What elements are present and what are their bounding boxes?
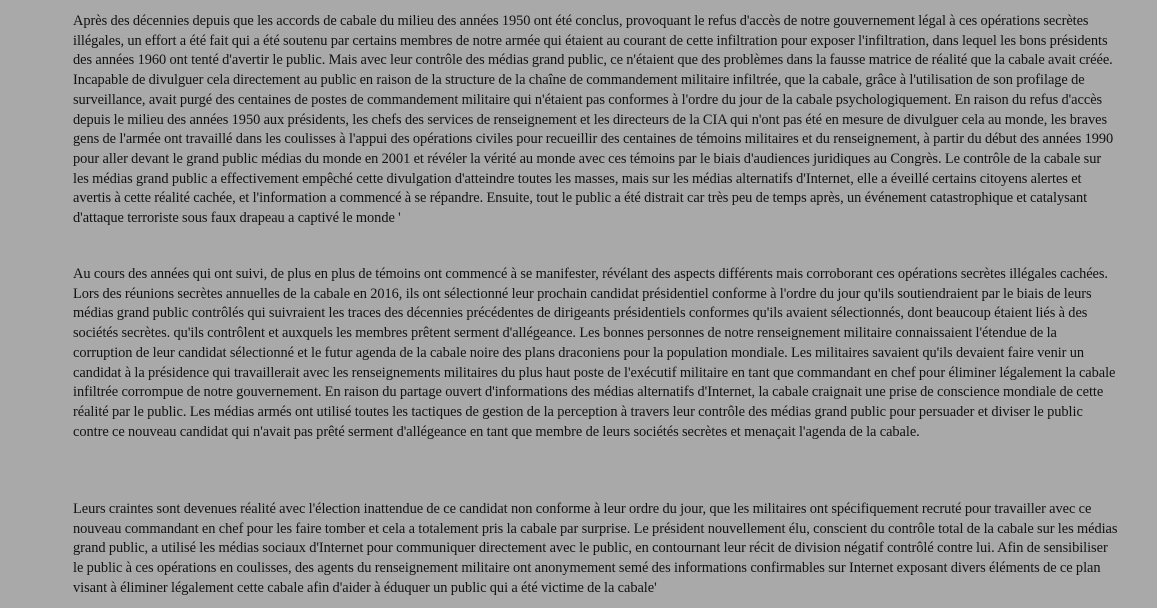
paragraph-2: Au cours des années qui ont suivi, de plus en plus de témoins ont commencé à se manifester, révélant des aspects différents mais corroborant ces opérations secrètes illégales cachées. Lors des réunions secrètes annuelles de la cabale en 2016, ils ont sélectionné leur prochain candidat présidentiel conforme à l'ordre du jour qu'ils soutiendraient par le biais de leurs médias grand public contrôlés qui suivraient les traces des décennies précédentes de dirigeants présidentiels conformes qu'ils avaient sélectionnés, dont beaucoup étaient liés à des sociétés secrètes. qu'ils contrôlent et auxquels les membres prêtent serment d'allégeance. Les bonnes personnes de notre renseignement militaire connaissaient l'étendue de la corruption de leur candidat sélectionné et le futur agenda de la cabale noire des plans draconiens pour la population mondiale. Les militaires savaient qu'ils devaient faire venir un candidat à la présidence qui travaillerait avec les renseignements militaires du plus haut poste de l'exécutif militaire en tant que commandant en chef pour éliminer légalement la cabale infiltrée corrompue de notre gouvernement. En raison du partage ouvert d'informations des médias alternatifs d'Internet, la cabale craignait une prise de conscience mondiale de cette réalité par le public. Les médias armés ont utilisé toutes les tactiques de gestion de la perception à travers leur contrôle des médias grand public pour persuader et diviser le public contre ce nouveau candidat qui n'avait pas prêté serment d'allégeance en tant que membre de leurs sociétés secrètes et menaçait l'agenda de la cabale. [73, 266, 1116, 440]
paragraph-1: Après des décennies depuis que les accords de cabale du milieu des années 1950 ont été conclus, provoquant le refus d'accès de notre gouvernement légal à ces opérations secrètes illégales, un effort a été fait qui a été soutenu par certains membres de notre armée qui étaient au courant de cette infiltration pour exposer l'infiltration, dans lequel les bons présidents des années 1960 ont tenté d'avertir le public. Mais avec leur contrôle des médias grand public, ce n'étaient que des problèmes dans la fausse matrice de réalité que la cabale avait créée. Incapable de divulguer cela directement au public en raison de la structure de la chaîne de commandement militaire infiltrée, que la cabale, grâce à l'utilisation de son profilage de surveillance, avait purgé des centaines de postes de commandement militaire qui n'étaient pas conformes à l'ordre du jour de la cabale psychologiquement. En raison du refus d'accès depuis le milieu des années 1950 aux présidents, les chefs des services de renseignement et les directeurs de la CIA qui n'ont pas été en mesure de divulguer cela au monde, les braves gens de l'armée ont travaillé dans les coulisses à l'appui des opérations civiles pour recueillir des centaines de témoins militaires et du renseignement, à partir du début des années 1990 pour aller devant le grand public médias du monde en 2001 et révéler la vérité au monde avec ces témoins par le biais d'audiences juridiques au Congrès. Le contrôle de la cabale sur les médias grand public a effectivement empêché cette divulgation d'atteindre toutes les masses, mais sur les médias alternatifs d'Internet, elle a éveillé certains citoyens alertes et avertis à cette réalité cachée, et l'information a commencé à se répandre. Ensuite, tout le public a été distrait car très peu de temps après, un événement catastrophique et catalysant d'attaque terroriste sous faux drapeau a captivé le monde ' [73, 13, 1114, 227]
paragraph-3: Leurs craintes sont devenues réalité avec l'élection inattendue de ce candidat non conforme à leur ordre du jour, que les militaires ont spécifiquement recruté pour travailler avec ce nouveau commandant en chef pour les faire tomber et cela a totalement pris la cabale par surprise. Le président nouvellement élu, conscient du contrôle total de la cabale sur les médias grand public, a utilisé les médias sociaux d'Internet pour communiquer directement avec le public, en contournant leur récit de division négatif contrôlé contre lui. Afin de sensibiliser le public à ces opérations en coulisses, des agents du renseignement militaire ont anonymement semé des informations confirmables sur Internet exposant divers éléments de ce plan visant à éliminer légalement cette cabale afin d'aider à éduquer un public qui a été victime de la cabale' [73, 501, 1118, 596]
